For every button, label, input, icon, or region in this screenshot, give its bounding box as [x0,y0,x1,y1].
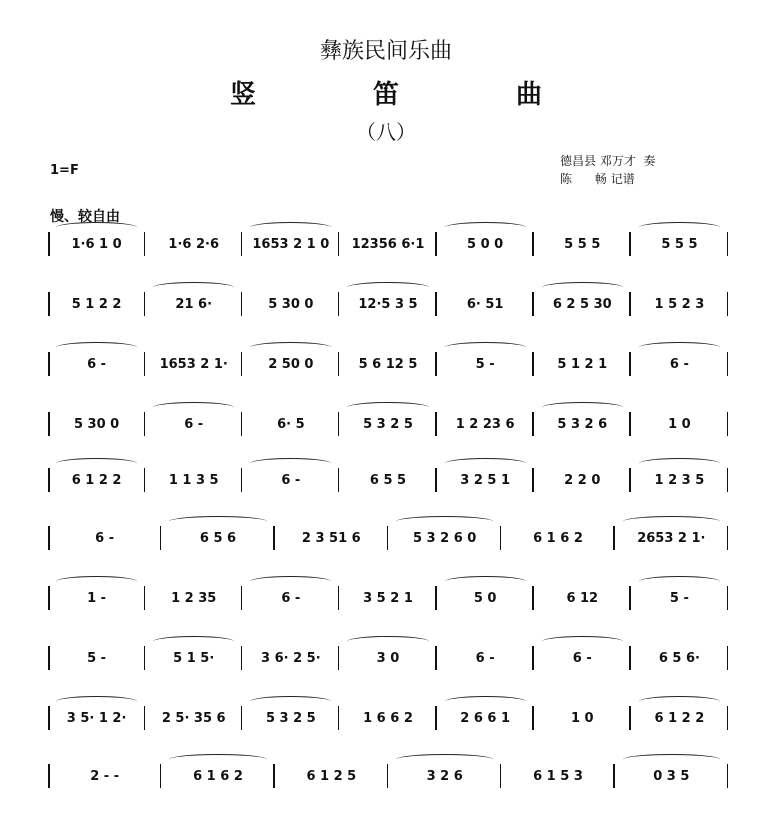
barline [160,764,162,788]
barline [144,586,146,610]
score-row [48,754,728,794]
measure: 6 - [87,356,107,372]
measure: 5 0 [473,590,497,606]
slur-mark [250,342,331,353]
slur-mark [347,636,428,647]
score-row [48,516,728,556]
barline [144,706,146,730]
barline [727,412,729,436]
measure: 5 3 2 6 0 [412,530,477,546]
slur-mark [250,458,331,469]
measure: 6 - [572,650,592,666]
slur-mark [169,516,266,527]
slur-mark [445,222,526,233]
barline [629,352,631,376]
barline [727,352,729,376]
barline [532,352,534,376]
measure: 5 3 2 6 [557,416,608,432]
barline [629,232,631,256]
barline [629,292,631,316]
measure: 6 - [475,650,495,666]
barline [727,764,729,788]
barline [48,764,50,788]
measure: 6 - [95,530,115,546]
slur-mark [56,576,137,587]
barline [338,468,340,492]
slur-mark [445,576,526,587]
slur-mark [639,696,720,707]
credit-performer: 德昌县 邓万才 奏 [560,154,656,168]
measure: 6 1 2 2 [71,472,122,488]
measure: 1 5 2 3 [654,296,705,312]
measure: 2 3 51 6 [301,530,361,546]
measure: 6 5 6· [658,650,700,666]
measure: 5 5 5 [564,236,601,252]
barline [241,352,243,376]
slur-mark [153,636,234,647]
barline [629,586,631,610]
key-signature: 1=F [50,163,79,178]
barline [435,292,437,316]
barline [241,586,243,610]
measure: 1653 2 1· [159,356,228,372]
piece-number: （八） [356,120,416,144]
score-row [48,696,728,736]
slur-mark [396,754,493,765]
slur-mark [639,576,720,587]
measure: 2 - - [90,768,120,784]
barline [435,468,437,492]
measure: 21 6· [175,296,213,312]
barline [727,468,729,492]
barline [629,468,631,492]
barline [435,412,437,436]
barline [629,706,631,730]
barline [48,646,50,670]
measure: 5 5 5 [661,236,698,252]
barline [532,706,534,730]
measure: 1 6 6 2 [363,710,413,726]
measure: 6 12 [566,590,599,606]
measure: 12356 6·1 [351,236,425,252]
slur-mark [250,222,331,233]
barline [144,646,146,670]
measure: 1 2 35 [171,590,217,606]
measure: 5 30 0 [73,416,120,432]
barline [338,412,340,436]
barline [387,526,389,550]
barline [338,586,340,610]
barline [273,764,275,788]
measure: 3 5 2 1 [363,590,413,606]
measure: 6· 51 [466,296,504,312]
barline [241,292,243,316]
barline [629,646,631,670]
barline [144,412,146,436]
barline [48,292,50,316]
slur-mark [639,458,720,469]
measure: 2 6 6 1 [460,710,511,726]
slur-mark [623,754,720,765]
slur-mark [250,576,331,587]
score-row [48,402,728,442]
barline [144,232,146,256]
barline [144,352,146,376]
score-row [48,342,728,382]
barline [387,764,389,788]
measure: 5 1 2 2 [71,296,122,312]
barline [241,412,243,436]
barline [727,646,729,670]
measure: 6 1 6 2 [533,530,583,546]
measure: 1 - [87,590,107,606]
barline [435,232,437,256]
measure: 2653 2 1· [637,530,706,546]
slur-mark [623,516,720,527]
barline [435,352,437,376]
barline [144,292,146,316]
measure: 3 5· 1 2· [66,710,127,726]
score-row [48,458,728,498]
barline [500,764,502,788]
barline [532,292,534,316]
barline [500,526,502,550]
measure: 5 3 2 5 [363,416,413,432]
measure: 6 5 6 [199,530,237,546]
barline [241,646,243,670]
slur-mark [153,282,234,293]
measure: 6 - [281,590,301,606]
barline [532,646,534,670]
measure: 2 50 0 [268,356,314,372]
measure: 6 1 2 2 [654,710,705,726]
measure: 1 1 3 5 [168,472,219,488]
measure: 5 - [669,590,689,606]
barline [160,526,162,550]
measure: 1 2 23 6 [455,416,515,432]
barline [338,232,340,256]
measure: 1·6 1 0 [71,236,122,252]
measure: 6 1 6 2 [193,768,243,784]
barline [727,706,729,730]
measure: 1 2 3 5 [654,472,705,488]
tempo-marking: 慢、较自由 [50,209,120,225]
measure: 5 6 12 5 [358,356,418,372]
barline [435,646,437,670]
barline [338,352,340,376]
measure: 0 3 5 [653,768,690,784]
barline [48,526,50,550]
measure: 6 1 2 5 [306,768,357,784]
credit-transcriber: 陈 畅 记谱 [560,172,635,186]
measure: 5 1 5· [173,650,215,666]
slur-mark [56,342,137,353]
barline [48,412,50,436]
measure: 12·5 3 5 [358,296,418,312]
slur-mark [542,282,623,293]
barline [727,586,729,610]
barline [338,646,340,670]
barline [273,526,275,550]
measure: 6 - [281,472,301,488]
barline [532,468,534,492]
barline [532,232,534,256]
barline [241,706,243,730]
barline [48,232,50,256]
score-row [48,576,728,616]
measure: 5 0 0 [467,236,504,252]
measure: 6 1 5 3 [533,768,583,784]
piece-title: 彝族民间乐曲 [319,39,452,64]
slur-mark [542,402,623,413]
score-row [48,636,728,676]
measure: 6· 5 [277,416,305,432]
measure: 1 0 [570,710,594,726]
barline [338,292,340,316]
measure: 6 5 5 [369,472,407,488]
barline [435,706,437,730]
slur-mark [445,342,526,353]
slur-mark [153,402,234,413]
slur-mark [56,222,137,233]
barline [48,352,50,376]
measure: 5 30 0 [268,296,314,312]
barline [727,526,729,550]
slur-mark [250,696,331,707]
measure: 5 3 2 5 [265,710,316,726]
slur-mark [396,516,493,527]
measure: 3 2 5 1 [460,472,511,488]
score-row [48,282,728,322]
measure: 6 - [669,356,689,372]
barline [727,292,729,316]
slur-mark [445,696,526,707]
barline [435,586,437,610]
measure: 5 - [87,650,107,666]
score-row [48,222,728,262]
slur-mark [56,696,137,707]
measure: 3 0 [376,650,400,666]
barline [613,764,615,788]
slur-mark [347,282,428,293]
barline [338,706,340,730]
slur-mark [639,222,720,233]
barline [613,526,615,550]
barline [532,586,534,610]
measure: 6 - [184,416,204,432]
slur-mark [56,458,137,469]
measure: 2 2 0 [564,472,601,488]
barline [48,468,50,492]
barline [727,232,729,256]
slur-mark [639,342,720,353]
barline [241,232,243,256]
barline [48,586,50,610]
measure: 3 2 6 [426,768,463,784]
measure: 5 - [475,356,495,372]
measure: 5 1 2 1 [557,356,608,372]
barline [144,468,146,492]
measure: 2 5· 35 6 [161,710,226,726]
barline [241,468,243,492]
barline [532,412,534,436]
slur-mark [169,754,266,765]
piece-subtitle: 竖 笛 曲 [229,80,597,110]
slur-mark [542,636,623,647]
measure: 1·6 2·6 [168,236,219,252]
slur-mark [347,402,428,413]
measure: 6 2 5 30 [552,296,612,312]
measure: 1653 2 1 0 [252,236,330,252]
measure: 1 0 [668,416,691,432]
measure: 3 6· 2 5· [261,650,321,666]
barline [629,412,631,436]
slur-mark [445,458,526,469]
barline [48,706,50,730]
